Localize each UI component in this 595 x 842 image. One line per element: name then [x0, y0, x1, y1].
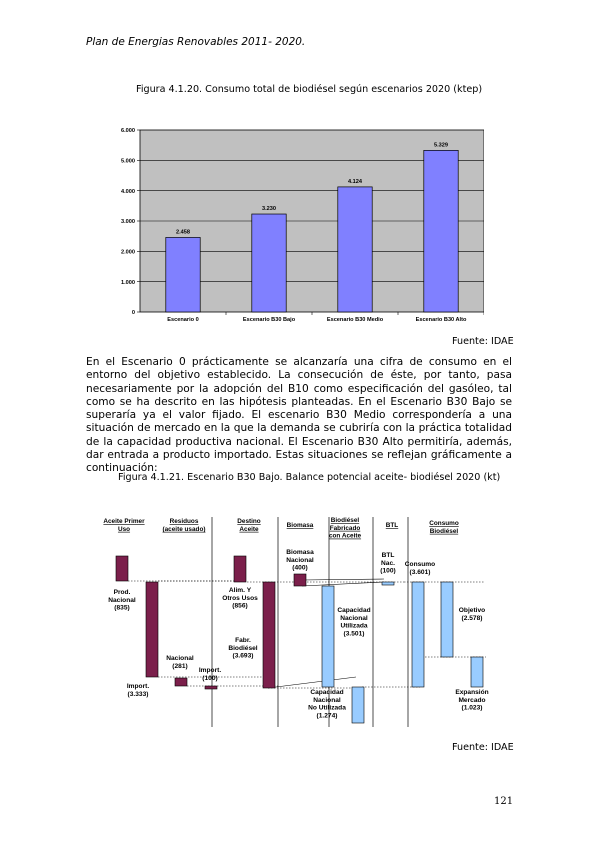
- column-header: [287, 522, 314, 529]
- diagram-label-line: (1.023): [461, 704, 483, 712]
- diagram-label-line: Fabricado: [329, 524, 361, 532]
- label-biomasa-nacional: [286, 549, 314, 572]
- diagram-label-line: Residuos: [169, 518, 199, 525]
- y-tick-label: 2.000: [121, 249, 135, 256]
- block-btl-nac: [382, 582, 394, 585]
- block-biomasa-nacional: [294, 574, 306, 586]
- oil-biodiesel-balance-diagram: [103, 512, 498, 732]
- diagram-label-line: Aceite: [239, 525, 259, 533]
- block-capacidad-no-utilizada: [352, 687, 364, 723]
- diagram-label-line: BTL: [385, 522, 399, 529]
- body-paragraph: En el Escenario 0 prácticamente se alcanzaría una cifra de consumo en el entorno del objetivo establecido. La consecución de éste, por tanto, pasa necesariamente por la adopción del B10 como especificación del gasóleo, tal como se ha descrito en las hipótesis planteadas. En el Escenario B30 Bajo se superaría ya el valor fijado. El escenario B30 Medio correspondería a una situación de mercado en la que la demanda se cubriría con la práctica totalidad de la capacidad productiva nacional. El Escenario B30 Alto permitiría, además, dar entrada a producto importado. Estas situaciones se reflejan gráficamente a continuación:: [86, 356, 512, 475]
- diagram-label-line: Otros Usos: [222, 594, 258, 602]
- diagram-label-line: Nac.: [381, 559, 395, 567]
- block-fabr-biodiesel: [263, 582, 275, 688]
- label-expansion: [455, 689, 488, 712]
- column-header: [329, 517, 362, 540]
- label-btl-nac: [380, 552, 395, 575]
- bar-chart-svg: [108, 118, 484, 328]
- diagram-label-line: BTL: [381, 552, 395, 559]
- block-prod-nacional: [116, 556, 128, 581]
- diagram-label-line: (400): [292, 564, 308, 572]
- diagram-label-line: Capacidad: [337, 607, 371, 614]
- diagram-label-line: Biomasa: [286, 522, 314, 529]
- bar: [338, 187, 372, 312]
- y-tick-label: 4.000: [121, 188, 135, 195]
- diagram-label-line: Nacional: [286, 556, 314, 564]
- bar-value-label: 2.458: [176, 229, 190, 236]
- label-import-aceite: [127, 683, 150, 698]
- diagram-label-line: Consumo: [429, 520, 459, 527]
- running-header: Plan de Energias Renovables 2011- 2020.: [86, 36, 306, 48]
- y-tick-label: 6.000: [121, 128, 135, 135]
- bar: [166, 237, 200, 312]
- diagram-label-line: Expansión: [455, 689, 489, 696]
- diagram-label-line: con Aceite: [328, 532, 362, 540]
- diagram-label-line: (1.274): [316, 712, 338, 720]
- diagram-label-line: Consumo: [404, 561, 436, 568]
- block-objetivo: [441, 582, 453, 657]
- diagram-label-line: Import.: [198, 667, 222, 674]
- diagram-label-line: Fabr.: [235, 637, 251, 644]
- diagram-label-line: Biodiésel: [228, 644, 258, 652]
- label-capacidad-utilizada: [337, 607, 370, 637]
- diagram-label-line: (3.501): [343, 630, 365, 638]
- x-category-label: Escenario B30 Bajo: [242, 317, 296, 323]
- figure-2-source: Fuente: IDAE: [452, 742, 514, 753]
- flow-line: [268, 677, 356, 688]
- diagram-label-line: (2.578): [461, 614, 483, 622]
- diagram-label-line: Uso: [117, 525, 131, 533]
- block-expansion: [471, 657, 483, 687]
- diagram-label-line: Import.: [126, 683, 150, 690]
- diagram-label-line: Nacional: [108, 596, 136, 604]
- diagram-label-line: (aceite usado): [162, 525, 206, 533]
- figure-1-source: Fuente: IDAE: [452, 336, 514, 347]
- diagram-label-line: Biodiésel: [330, 517, 360, 524]
- diagram-label-line: (281): [172, 662, 188, 670]
- column-header: [429, 520, 459, 535]
- bar-value-label: 4.124: [348, 178, 362, 185]
- label-objetivo: [459, 607, 485, 622]
- diagram-label-line: Biomasa: [286, 549, 314, 556]
- label-alim-otros: [222, 587, 258, 610]
- label-consumo: [405, 561, 435, 576]
- diagram-label-line: Biodiésel: [429, 527, 459, 535]
- block-import-aceite: [146, 582, 158, 677]
- block-consumo: [412, 582, 424, 687]
- column-header: [386, 522, 399, 529]
- y-tick-label: 5.000: [121, 158, 135, 165]
- bar-value-label: 3.230: [262, 206, 276, 213]
- x-category-label: Escenario 0: [167, 317, 199, 323]
- diagram-label-line: Objetivo: [458, 607, 486, 614]
- diagram-label-line: (3.693): [232, 652, 254, 660]
- label-import-residuos: [199, 667, 222, 682]
- diagram-label-line: (100): [202, 674, 218, 682]
- block-import-residuos: [205, 686, 217, 689]
- column-header: [103, 518, 145, 533]
- column-header: [163, 518, 206, 533]
- x-category-label: Escenario B30 Medio: [326, 317, 384, 323]
- column-header: [237, 518, 261, 533]
- bar: [252, 214, 286, 312]
- diagram-label-line: No Utilizada: [308, 704, 346, 712]
- diagram-label-line: Destino: [237, 518, 261, 525]
- block-nacional-residuos: [175, 678, 187, 686]
- x-category-label: Escenario B30 Alto: [415, 317, 467, 323]
- block-capacidad-utilizada: [322, 586, 334, 687]
- diagram-label-line: Nacional: [313, 696, 341, 704]
- label-capacidad-no-utilizada: [308, 689, 346, 719]
- diagram-label-line: Aceite Primer: [103, 518, 145, 525]
- diagram-label-line: Capacidad: [310, 689, 344, 696]
- label-prod-nacional: [108, 589, 136, 612]
- bar-value-label: 5.329: [434, 142, 448, 149]
- y-tick-label: 1.000: [121, 279, 135, 286]
- diagram-label-line: (835): [114, 604, 130, 612]
- diagram-label-line: Nacional: [166, 655, 194, 662]
- diagram-label-line: Alim. Y: [228, 587, 252, 594]
- bar: [424, 150, 458, 312]
- figure-2-caption: Figura 4.1.21. Escenario B30 Bajo. Balance potencial aceite- biodiésel 2020 (kt): [118, 472, 501, 483]
- diagram-label-line: (3.601): [409, 568, 431, 576]
- block-alim-otros: [234, 556, 246, 582]
- label-fabr-biodiesel: [228, 637, 257, 660]
- figure-1-caption: Figura 4.1.20. Consumo total de biodiésel según escenarios 2020 (ktep): [136, 84, 483, 95]
- flow-line: [302, 579, 384, 580]
- flow-line: [302, 582, 384, 586]
- y-tick-label: 3.000: [121, 219, 135, 226]
- diagram-label-line: Utilizada: [340, 622, 368, 630]
- diagram-label-line: Mercado: [458, 696, 486, 704]
- y-tick-label: 0: [131, 310, 135, 317]
- label-nacional-residuos: [166, 655, 194, 670]
- diagram-label-line: (3.333): [127, 690, 149, 698]
- diagram-label-line: (856): [232, 602, 248, 610]
- biodiesel-consumption-chart: [108, 118, 484, 328]
- diagram-label-line: Nacional: [340, 614, 368, 622]
- balance-diagram-svg: [103, 512, 498, 732]
- diagram-label-line: (100): [380, 567, 396, 575]
- diagram-label-line: Prod.: [113, 589, 131, 596]
- page-number: 121: [494, 796, 514, 807]
